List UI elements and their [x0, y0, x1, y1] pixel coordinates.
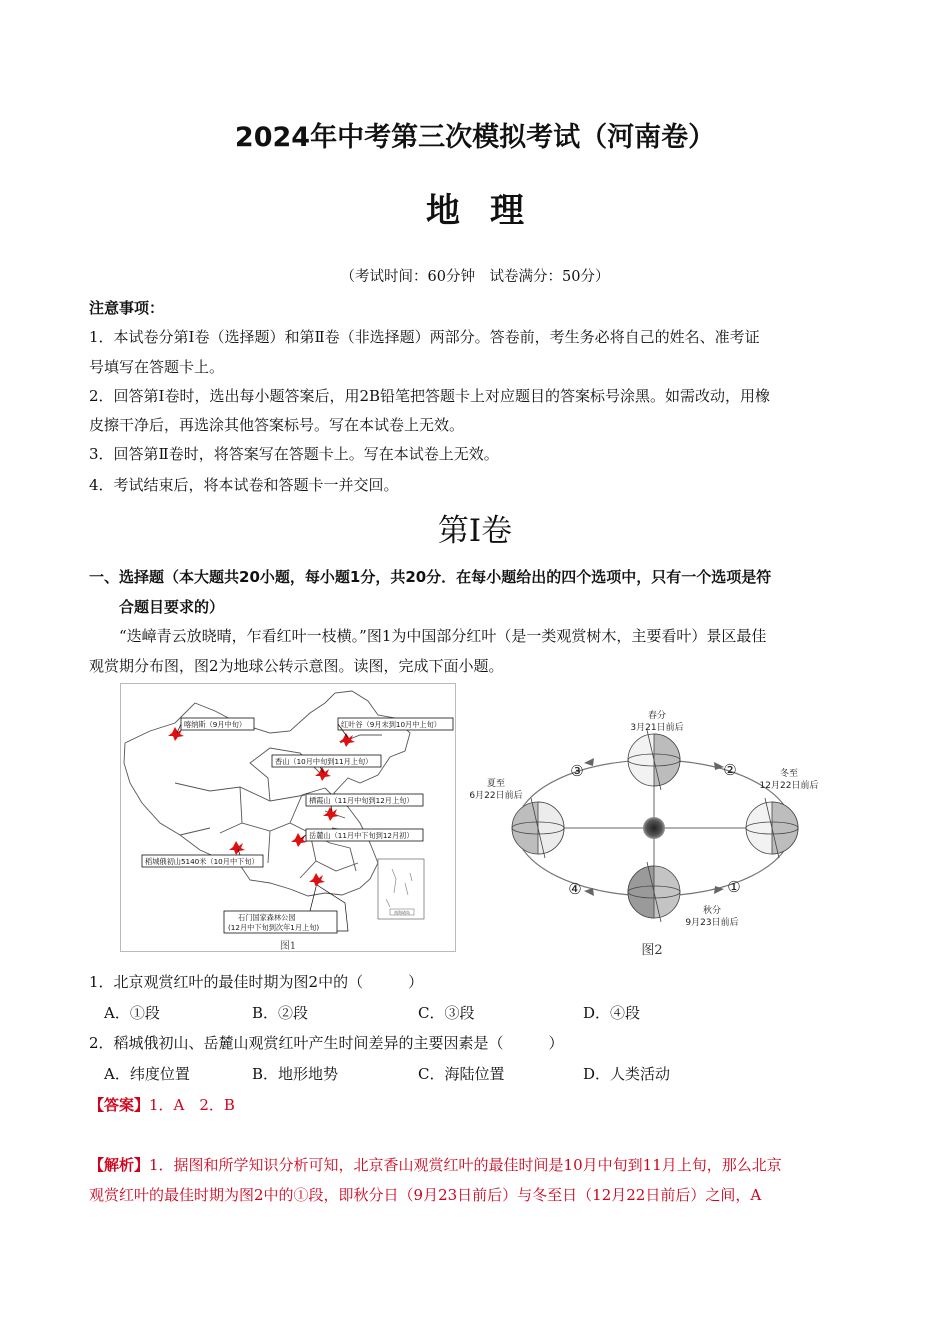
subject-title: 地理 [426, 191, 554, 231]
question-2-option-b[interactable]: B．地形地势 [252, 1065, 339, 1083]
question-1-option-d[interactable]: D．④段 [583, 1004, 641, 1022]
label-dongzhi-date: 12月22日前后 [759, 781, 819, 791]
segment-3-label: ③ [570, 762, 584, 780]
question-1-stem: 1．北京观赏红叶的最佳时期为图2中的（ ） [89, 973, 424, 991]
earth-qiufen-icon [628, 862, 680, 922]
label-daocheng: 稻城俄初山5140米（10月中下旬） [145, 857, 259, 866]
segment-4-label: ④ [568, 880, 582, 898]
analysis-text-cont: 观赏红叶的最佳时期为图2中的①段，即秋分日（9月23日前后）与冬至日（12月22日前后）之间，A [89, 1186, 762, 1204]
intro-text-cont: 观赏期分布图，图2为地球公转示意图。读图，完成下面小题。 [89, 657, 504, 675]
analysis-label: 【解析】 [89, 1156, 150, 1174]
label-yuelushan: 岳麓山（11月中下旬到12月初） [309, 831, 414, 840]
notice-item: 号填写在答题卡上。 [89, 358, 225, 376]
question-2-option-a[interactable]: A．纬度位置 [104, 1065, 190, 1083]
question-2-option-c[interactable]: C．海陆位置 [418, 1065, 505, 1083]
label-xiazhi-date: 6月22日前后 [469, 791, 523, 801]
label-qiufen-date: 9月23日前后 [685, 918, 739, 928]
question-1-option-b[interactable]: B．②段 [252, 1004, 309, 1022]
part-heading-cont: 合题目要求的） [119, 598, 225, 616]
notice-item: 1．本试卷分第Ⅰ卷（选择题）和第Ⅱ卷（非选择题）两部分。答卷前，考生务必将自己的姓名、准考证 [89, 328, 760, 346]
segment-2-label: ② [723, 761, 737, 779]
part-heading: 一、选择题（本大题共20小题，每小题1分，共20分．在每小题给出的四个选项中，只有一个选项是符 [89, 568, 772, 586]
analysis-line [89, 1150, 864, 1180]
figure1-caption: 图1 [279, 941, 297, 952]
label-hongyegu: 红叶谷（9月末到10月中上旬） [341, 720, 441, 729]
figure2-caption: 图2 [641, 943, 663, 958]
earth-xiazhi-icon [512, 798, 564, 858]
notice-item: 4．考试结束后，将本试卷和答题卡一并交回。 [89, 476, 399, 494]
label-chunfen: 春分 [647, 711, 667, 721]
answer-label: 【答案】 [89, 1096, 150, 1114]
figure1-map [120, 683, 456, 953]
label-shimen: 石门国家森林公园 [238, 913, 296, 922]
question-1-option-c[interactable]: C．③段 [418, 1004, 475, 1022]
segment-1-label: ① [727, 878, 741, 896]
earth-dongzhi-icon [746, 798, 798, 858]
figure2-orbit [466, 700, 819, 962]
inset-label: 南海诸岛 [394, 910, 410, 915]
notice-item: 3．回答第Ⅱ卷时，将答案写在答题卡上。写在本试卷上无效。 [89, 445, 499, 463]
label-shimen-period: (12月中下旬到次年1月上旬) [228, 923, 320, 932]
section-title: 第Ⅰ卷 [437, 513, 513, 549]
analysis-text: 1．据图和所学知识分析可知，北京香山观赏红叶的最佳时间是10月中旬到11月上旬，那么北京 [149, 1156, 782, 1174]
answer-text: 1．A 2．B [149, 1096, 235, 1114]
label-qiufen: 秋分 [702, 906, 722, 916]
sun-icon [643, 817, 665, 839]
answer-line [89, 1090, 864, 1120]
label-xiazhi: 夏至 [486, 779, 506, 789]
earth-chunfen-icon [628, 730, 680, 790]
notice-title: 注意事项： [89, 299, 165, 317]
question-2-option-d[interactable]: D．人类活动 [583, 1065, 671, 1083]
notice-item: 2．回答第Ⅰ卷时，选出每小题答案后，用2B铅笔把答题卡上对应题目的答案标号涂黑。如需改动，用橡 [89, 387, 771, 405]
label-dongzhi: 冬至 [779, 769, 799, 779]
label-xiangshan: 香山（10月中旬到11月上旬） [275, 757, 373, 766]
question-1-option-a[interactable]: A．①段 [104, 1004, 160, 1022]
exam-info: （考试时间：60分钟 试卷满分：50分） [340, 269, 610, 285]
intro-text: “迭嶂青云放晓晴，乍看红叶一枝横。”图1为中国部分红叶（是一类观赏树木，主要看叶）景区最佳 [119, 627, 767, 645]
label-qixiashan: 栖霞山（11月中旬到12月上旬） [309, 796, 414, 805]
exam-title: 2024年中考第三次模拟考试（河南卷） [234, 122, 716, 153]
label-kanas: 喀纳斯（9月中旬） [184, 720, 247, 729]
label-chunfen-date: 3月21日前后 [630, 723, 684, 733]
question-2-stem: 2．稻城俄初山、岳麓山观赏红叶产生时间差异的主要因素是（ ） [89, 1034, 564, 1052]
notice-item: 皮擦干净后，再选涂其他答案标号。写在本试卷上无效。 [89, 416, 465, 434]
